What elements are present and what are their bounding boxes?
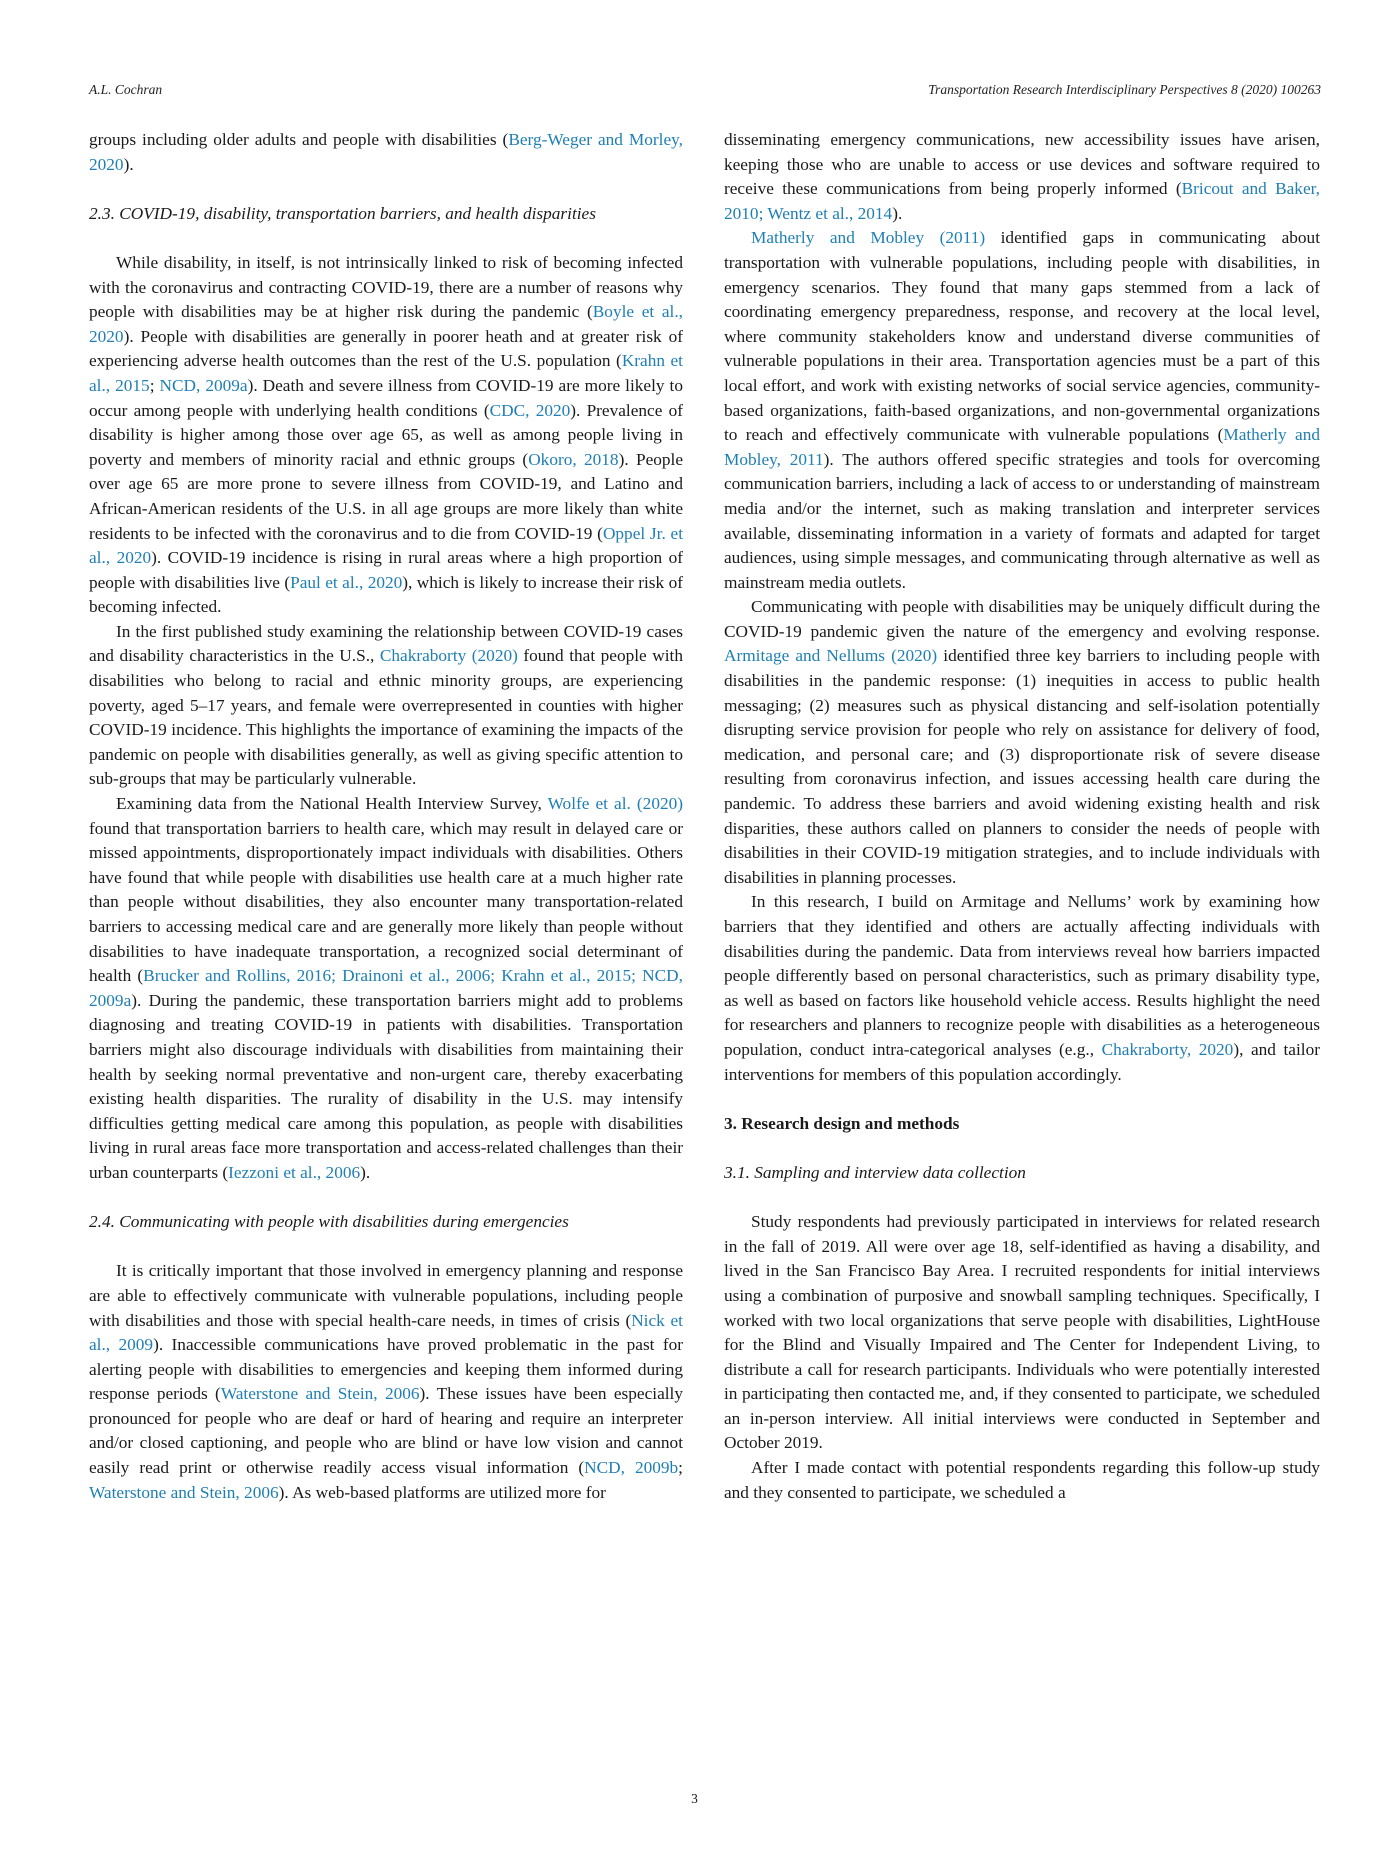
text: ). These issues have been especially pronounced for people who are deaf or hard of hearing and require an interpreter and/or closed captioning, and people who are blind or have low vision and cannot easily read print or otherwise readily access visual information ( <box>89 1384 683 1478</box>
citation-link[interactable]: NCD, 2009a <box>159 375 248 395</box>
citation-link[interactable]: NCD, 2009b <box>584 1458 679 1478</box>
citation-link[interactable]: Waterstone and Stein, 2006 <box>89 1482 279 1502</box>
text: In the first published study examining the relationship between COVID-19 cases and disability characteristics in the U.S., <box>89 621 683 666</box>
paragraph <box>724 226 1320 595</box>
text: groups including older adults and people with disabilities ( <box>89 130 509 149</box>
text: It is critically important that those involved in emergency planning and response are able to effectively communicate with vulnerable populations, including people with disabilities and those with special health-care needs, in times of crisis ( <box>89 1261 683 1330</box>
text: ), and tailor interventions for members of this population accordingly. <box>724 1039 1320 1084</box>
paragraph <box>89 620 683 792</box>
text: found that transportation barriers to health care, which may result in delayed care or missed appointments, disproportionately impact individuals with disabilities. Others have found that while people with disabilities use health care at a much higher rate than people without disabilities, they also encounter many transportation-related barriers to accessing medical care and are generally more likely than people without disabilities to have inadequate transportation, a recognized social determinant of health ( <box>89 818 683 986</box>
citation-link[interactable]: Wolfe et al. (2020) <box>547 794 684 814</box>
text: While disability, in itself, is not intrinsically linked to risk of becoming infected with the coronavirus and contracting COVID-19, there are a number of reasons why people with disabilities may be at higher risk during the pandemic ( <box>89 252 683 322</box>
paragraph <box>724 128 1320 226</box>
paragraph <box>89 1259 683 1505</box>
text: disseminating emergency communications, new accessibility issues have arisen, keeping those who are unable to access or use devices and software required to receive these communications from being properly informed ( <box>724 130 1320 199</box>
running-header-journal: Transportation Research Interdisciplinary Perspectives 8 (2020) 100263 <box>928 82 1321 97</box>
citation-link[interactable]: Berg-Weger and Morley, 2020 <box>89 130 683 174</box>
citation-link[interactable]: Chakraborty, 2020 <box>1101 1039 1234 1059</box>
text: ; <box>149 375 160 395</box>
text: ). COVID-19 incidence is rising in rural areas where a high proportion of people with disabilities live ( <box>89 548 683 592</box>
citation-link[interactable]: Brucker and Rollins, 2016; Drainoni et al., 2006; Krahn et al., 2015; NCD, 2009a <box>89 966 683 1010</box>
text: ). The authors offered specific strategies and tools for overcoming communication barriers, including a lack of access to or understanding of mainstream media and/or the internet, such as making translation and interpreter services available, disseminating information in a variety of formats and adapted for target audiences, using simple messages, and communicating through alternative as well as mainstream media outlets. <box>724 449 1320 592</box>
text: ). As web-based platforms are utilized more for <box>278 1482 606 1502</box>
citation-link[interactable]: Paul et al., 2020 <box>290 572 403 592</box>
paragraph <box>89 792 683 1186</box>
paragraph: After I made contact with potential respondents regarding this follow-up study and they consented to participate, we scheduled a <box>724 1458 1320 1502</box>
citation-link[interactable]: Matherly and Mobley, 2011 <box>724 425 1320 469</box>
text: ; <box>678 1458 683 1478</box>
text: ). During the pandemic, these transportation barriers might add to problems diagnosing and treating COVID-19 in patients with disabilities. Transportation barriers might also discourage individuals with disabilities from maintaining their health by seeking normal preventative and non-urgent care, thereby exacerbating existing health disparities. The rurality of disability in the U.S. may intensify difficulties getting medical care among this population, as people with disabilities living in rural areas face more transportation and access-related challenges than their urban counterparts ( <box>89 990 683 1182</box>
text: ). Inaccessible communications have proved problematic in the past for alerting people with disabilities to emergencies and keeping them informed during response periods ( <box>89 1335 684 1404</box>
citation-link[interactable]: CDC, 2020 <box>489 400 571 420</box>
text: ), which is likely to increase their risk of becoming infected. <box>89 572 683 617</box>
text: found that people with disabilities who belong to racial and ethnic minority groups, are experiencing poverty, aged 5–17 years, and female were overrepresented in counties with higher COVID-19 incidence. This highlights the importance of examining the impacts of the pandemic on people with disabilities generally, as well as giving specific attention to sub-groups that may be particularly vulnerable. <box>89 646 683 789</box>
citation-link[interactable]: Boyle et al., 2020 <box>89 302 683 346</box>
citation-link[interactable]: Oppel Jr. et al., 2020 <box>89 523 683 568</box>
citation-link[interactable]: Chakraborty (2020) <box>379 646 518 666</box>
citation-link[interactable]: Waterstone and Stein, 2006 <box>220 1384 420 1404</box>
citation-link[interactable]: Armitage and Nellums (2020) <box>724 646 938 666</box>
citation-link[interactable]: Matherly and Mobley (2011) <box>751 228 986 248</box>
text: ). People with disabilities are generally in poorer heath and at greater risk of experiencing adverse health outcomes than the rest of the U.S. population ( <box>89 326 683 371</box>
page-number: 3 <box>691 1791 698 1806</box>
text: ). People over age 65 are more prone to severe illness from COVID-19, and Latino and African-American residents of the U.S. in all age groups are more likely than white residents to be infected with the coronavirus and to die from COVID-19 ( <box>89 449 683 543</box>
paragraph <box>89 128 683 177</box>
section-heading-3-1: 3.1. Sampling and interview data collection <box>724 1162 1026 1182</box>
text: Communicating with people with disabilities may be uniquely difficult during the COVID-19 pandemic given the nature of the emergency and evolving response. <box>724 597 1320 641</box>
section-heading-2-4: 2.4. Communicating with people with disabilities during emergencies <box>89 1212 569 1232</box>
citation-link[interactable]: Okoro, 2018 <box>528 449 619 469</box>
paragraph <box>724 595 1320 890</box>
section-heading-2-3: 2.3. COVID-19, disability, transportation barriers, and health disparities <box>89 203 596 223</box>
text: Examining data from the National Health Interview Survey, <box>116 794 548 814</box>
left-column <box>89 128 683 1505</box>
paragraph <box>724 890 1320 1087</box>
text: In this research, I build on Armitage and Nellums’ work by examining how barriers that they identified and others are actually affecting individuals with disabilities during the pandemic. Data from interviews reveal how barriers impacted people differently based on personal characteristics, such as primary disability type, as well as based on factors like household vehicle access. Results highlight the need for researchers and planners to recognize people with disabilities as a heterogeneous population, conduct intra-categorical analyses (e.g., <box>724 892 1320 1059</box>
section-heading-3: 3. Research design and methods <box>724 1113 960 1133</box>
citation-link[interactable]: Krahn et al., 2015 <box>89 351 683 395</box>
paragraph: Study respondents had previously participated in interviews for related research in the fall of 2019. All were over age 18, self-identified as having a disability, and lived in the San Francisco Bay Area. I recruited respondents for initial interviews using a combination of purposive and snowball sampling techniques. Specifically, I worked with two local organizations that serve people with disabilities, LightHouse for the Blind and Visually Impaired and The Center for Independent Living, to distribute a call for research participants. Individuals who were potentially interested in participating then contacted me, and, if they consented to participate, we scheduled an in-person interview. All initial interviews were conducted in September and October 2019. <box>724 1212 1320 1453</box>
text: ). <box>360 1162 371 1182</box>
running-header-author: A.L. Cochran <box>89 82 163 97</box>
citation-link[interactable]: Iezzoni et al., 2006 <box>228 1162 361 1182</box>
text: ). Prevalence of disability is higher among those over age 65, as well as among people living in poverty and members of minority racial and ethnic groups ( <box>89 400 683 469</box>
citation-link[interactable]: Nick et al., 2009 <box>89 1310 683 1355</box>
text: ). <box>892 203 903 223</box>
text: ). <box>123 154 134 174</box>
right-column <box>724 128 1320 1505</box>
text: identified three key barriers to including people with disabilities in the pandemic response: (1) inequities in access to public health messaging; (2) measures such as physical distancing and self-isolation potentially disrupting service provision for people who rely on assistance for delivery of food, medication, and personal care; and (3) disproportionate risk of severe disease resulting from coronavirus infection, and issues accessing health care during the pandemic. To address these barriers and avoid widening existing health and risk disparities, these authors called on planners to consider the needs of people with disabilities in their COVID-19 mitigation strategies, and to include individuals with disabilities in planning processes. <box>724 646 1320 887</box>
text: ). Death and severe illness from COVID-19 are more likely to occur among people with underlying health conditions ( <box>89 375 683 420</box>
text: identified gaps in communicating about transportation with vulnerable populations, including people with disabilities, in emergency scenarios. They found that many gaps stemmed from a lack of coordinating emergency preparedness, response, and recovery at the local level, where community stakeholders know and understand diverse communities of vulnerable populations in their area. Transportation agencies must be a part of this local effort, and work with existing networks of social service agencies, community-based organizations, faith-based organizations, and non-governmental organizations to reach and effectively communicate with vulnerable populations ( <box>724 228 1320 445</box>
citation-link[interactable]: Bricout and Baker, 2010; Wentz et al., 2014 <box>724 179 1321 223</box>
paragraph <box>89 251 683 620</box>
